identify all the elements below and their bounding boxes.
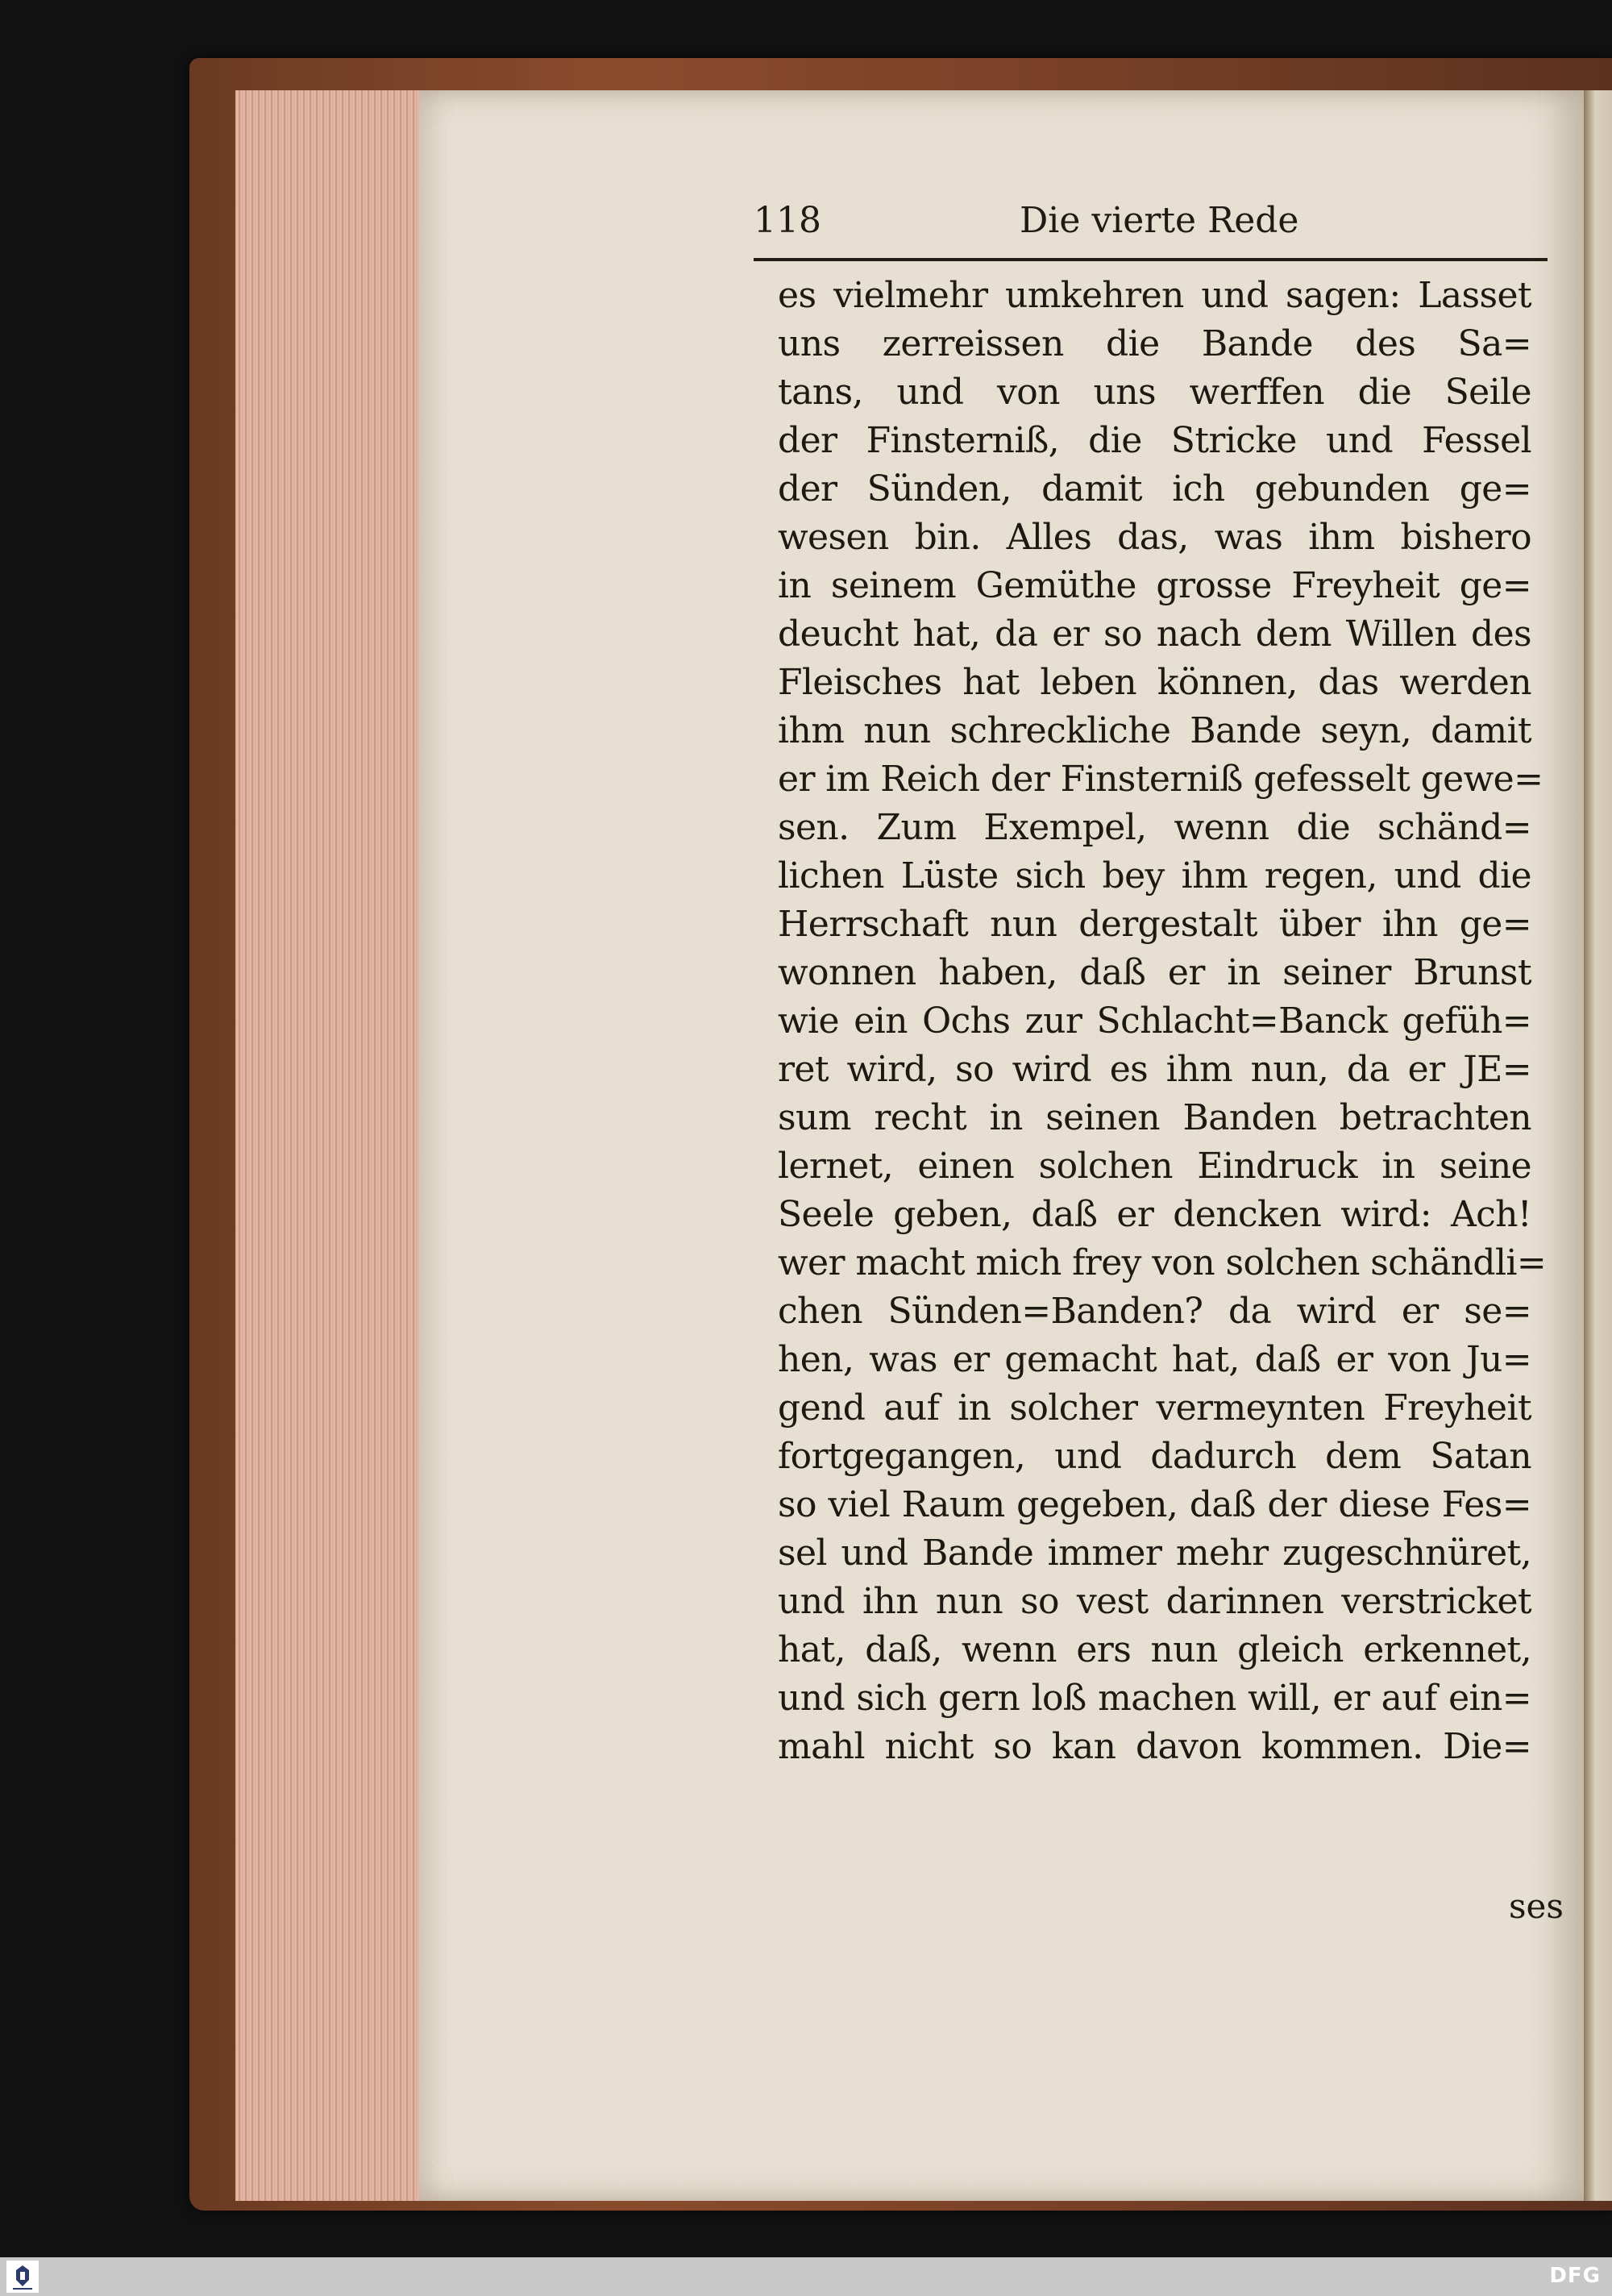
text-line: sum recht in seinen Banden betrachten	[778, 1097, 1531, 1138]
text-line: es vielmehr umkehren und sagen: Lasset	[778, 275, 1531, 316]
page-number: 118	[754, 200, 821, 241]
page-edges	[235, 90, 424, 2201]
text-line: gend auf in solcher vermeynten Freyheit	[778, 1387, 1531, 1429]
text-line: Herrschaft nun dergestalt über ihn ge=	[778, 904, 1531, 945]
text-line: wesen bin. Alles das, was ihm bishero	[778, 517, 1531, 558]
text-line: in seinem Gemüthe grosse Freyheit ge=	[778, 565, 1531, 606]
text-line: hat, daß, wenn ers nun gleich erkennet,	[778, 1629, 1531, 1670]
text-line: fortgegangen, und dadurch dem Satan	[778, 1436, 1531, 1477]
facing-page-edge	[1584, 90, 1612, 2201]
text-block	[778, 272, 1547, 1771]
text-line: so viel Raum gegeben, daß der diese Fes=	[778, 1484, 1531, 1525]
dfg-mark: DFG	[1549, 2264, 1601, 2288]
text-line: chen Sünden=Banden? da wird er se=	[778, 1291, 1531, 1332]
text-line: mahl nicht so kan davon kommen. Die=	[778, 1726, 1531, 1767]
text-line: er im Reich der Finsterniß gefesselt gewe=	[778, 759, 1543, 800]
text-line: ihm nun schreckliche Bande seyn, damit	[778, 710, 1531, 751]
text-line: lernet, einen solchen Eindruck in seine	[778, 1146, 1531, 1187]
text-line: Fleisches hat leben können, das werden	[778, 662, 1531, 703]
text-line: ret wird, so wird es ihm nun, da er JE=	[778, 1049, 1531, 1090]
text-line: und sich gern loß machen will, er auf ein=	[778, 1678, 1531, 1719]
text-line: tans, und von uns werffen die Seile	[778, 372, 1531, 413]
text-line: und ihn nun so vest darinnen verstricket	[778, 1581, 1531, 1622]
running-title: Die vierte Rede	[1020, 200, 1299, 241]
text-line: sen. Zum Exempel, wenn die schänd=	[778, 807, 1531, 848]
text-line: deucht hat, da er so nach dem Willen des	[778, 614, 1531, 655]
text-line: wie ein Ochs zur Schlacht=Banck gefüh=	[778, 1000, 1531, 1042]
library-crest-icon	[6, 2261, 39, 2293]
text-line: wer macht mich frey von solchen schändli=	[778, 1242, 1547, 1283]
text-line: der Sünden, damit ich gebunden ge=	[778, 468, 1531, 510]
text-line: der Finsterniß, die Stricke und Fessel	[778, 420, 1531, 461]
text-line: Seele geben, daß er dencken wird: Ach!	[778, 1194, 1531, 1235]
header-rule	[754, 258, 1548, 261]
text-line: lichen Lüste sich bey ihm regen, und die	[778, 855, 1531, 896]
catchword: ses	[1509, 1886, 1564, 1926]
text-line: hen, was er gemacht hat, daß er von Ju=	[778, 1339, 1531, 1380]
text-line: sel und Bande immer mehr zugeschnüret,	[778, 1533, 1531, 1574]
text-line: uns zerreissen die Bande des Sa=	[778, 323, 1531, 364]
running-head	[754, 200, 1548, 256]
footer-bar	[0, 2257, 1612, 2296]
text-line: wonnen haben, daß er in seiner Brunst	[778, 952, 1531, 993]
